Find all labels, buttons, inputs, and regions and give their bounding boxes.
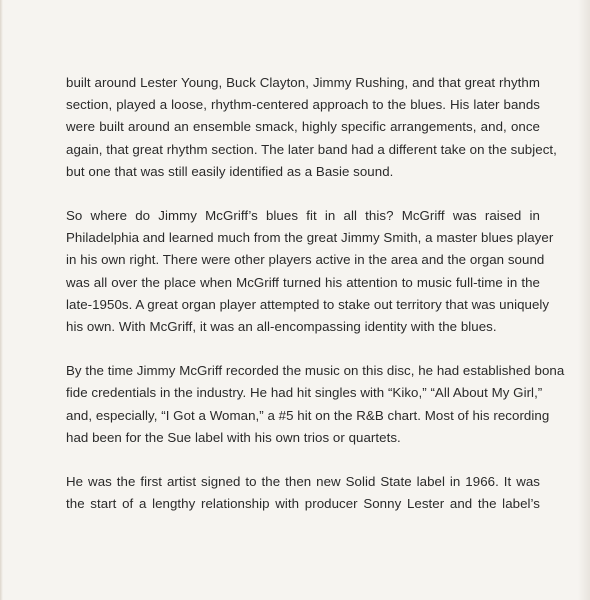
text-line: late-1950s. A great organ player attempted to stake out territory that was uniquely — [66, 296, 550, 312]
text-line: had been for the Sue label with his own trios or quartets. — [66, 429, 401, 445]
text-line: Philadelphia and learned much from the great Jimmy Smith, a master blues player — [66, 230, 554, 246]
paragraph-basie-bands — [66, 72, 557, 183]
text-line: and, especially, “I Got a Woman,” a #5 hit on the R&B chart. Most of his recording — [66, 407, 550, 423]
text-line: He was the first artist signed to the then new Solid State label in 1966. It was — [66, 474, 540, 490]
page-edge-right — [578, 0, 590, 600]
text-line: the start of a lengthy relationship with producer Sonny Lester and the label’s — [66, 496, 540, 512]
paragraph-mcgriff-blues — [66, 205, 554, 338]
text-line: built around Lester Young, Buck Clayton, Jimmy Rushing, and that great rhythm — [66, 75, 540, 90]
text-line: his own. With McGriff, it was an all-encompassing identity with the blues. — [66, 319, 497, 335]
paragraph-credentials — [66, 360, 565, 449]
text-line: in his own right. There were other players active in the area and the organ sound — [66, 252, 545, 268]
text-line: fide credentials in the industry. He had hit singles with “Kiko,” “All About My Girl,” — [66, 385, 543, 401]
paragraph-solid-state — [66, 471, 540, 515]
text-line: By the time Jimmy McGriff recorded the music on this disc, he had established bona — [66, 363, 565, 379]
body-text — [66, 72, 565, 537]
text-line: were built around an ensemble smack, highly specific arrangements, and, once — [66, 119, 540, 135]
text-line: So where do Jimmy McGriff’s blues fit in all this? McGriff was raised in — [66, 208, 540, 224]
page-edge-left — [0, 0, 3, 600]
text-line: section, played a loose, rhythm-centered approach to the blues. His later bands — [66, 97, 540, 113]
text-line: was all over the place when McGriff turned his attention to music full-time in the — [66, 274, 540, 290]
text-line: but one that was still easily identified as a Basie sound. — [66, 163, 394, 179]
text-line: again, that great rhythm section. The later band had a different take on the subject, — [66, 141, 557, 157]
